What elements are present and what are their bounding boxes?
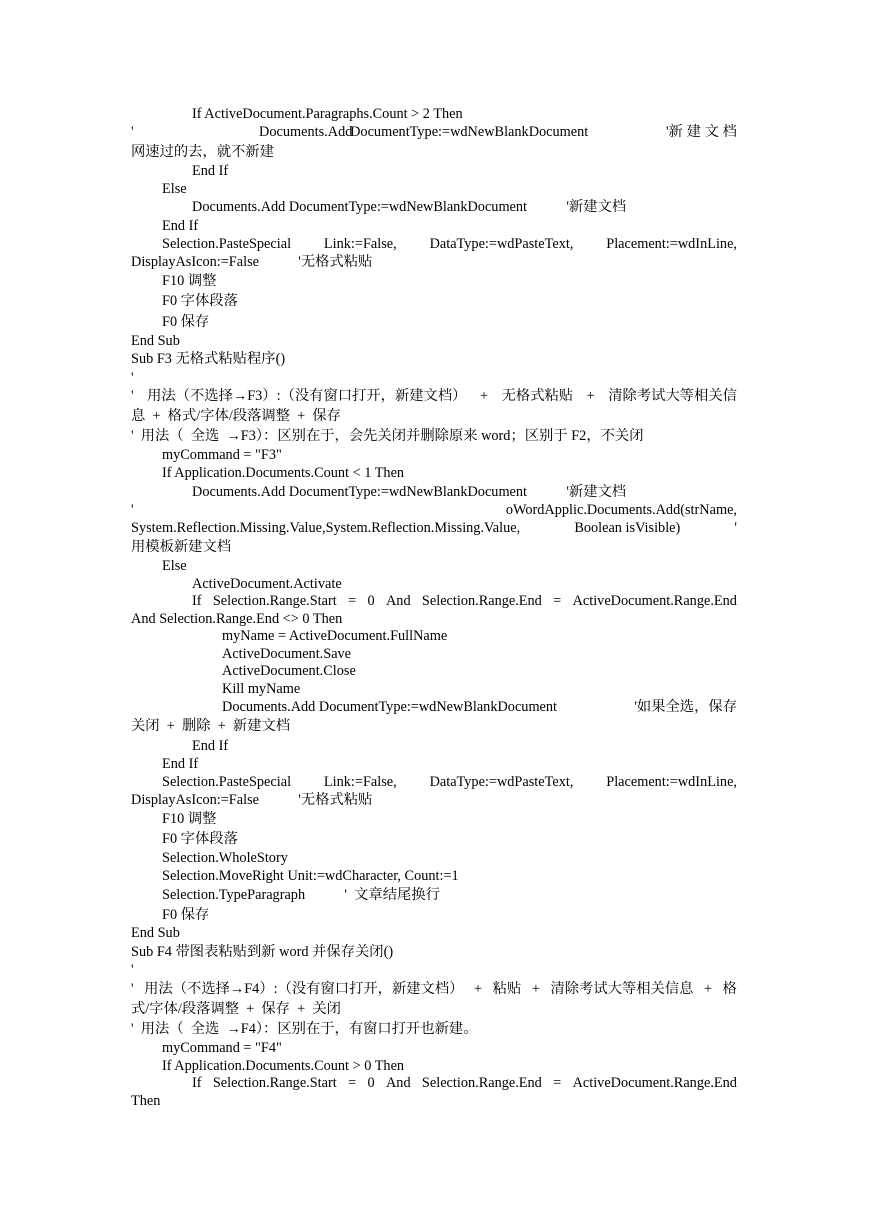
code-line: Then — [131, 1093, 161, 1109]
code-line: And Selection.Range.End <> 0 Then — [131, 611, 343, 627]
code-line: Sub F3 无格式粘贴程序() — [131, 351, 286, 367]
code-line: DisplayAsIcon:=False '无格式粘贴 — [131, 254, 373, 270]
code-line: ' 用法（不选择→F3）:（没有窗口打开，新建文档） + 无格式粘贴 + 清除考试大等相关信 — [131, 388, 737, 404]
code-line: Selection.TypeParagraph ' 文章结尾换行 — [162, 887, 440, 903]
code-line: Sub F4 带图表粘贴到新 word 并保存关闭() — [131, 944, 394, 960]
code-line: ActiveDocument.Close — [222, 663, 356, 679]
code-line: End If — [192, 738, 229, 754]
code-line: myCommand = "F4" — [162, 1040, 282, 1056]
code-line: ' — [131, 370, 134, 386]
code-line: Documents.Add DocumentType:=wdNewBlankDocument '如果全选，保存 — [222, 699, 737, 715]
code-line: Selection.WholeStory — [162, 850, 288, 866]
code-line: 关闭 + 删除 + 新建文档 — [131, 718, 291, 734]
code-line: myName = ActiveDocument.FullName — [222, 628, 448, 644]
code-line: Selection.MoveRight Unit:=wdCharacter, Count:=1 — [162, 868, 459, 884]
code-line: myCommand = "F3" — [162, 447, 282, 463]
code-line: ActiveDocument.Activate — [192, 576, 342, 592]
code-line: System.Reflection.Missing.Value,System.Reflection.Missing.Value, Boolean isVisible) ' — [131, 520, 737, 536]
code-line: If Application.Documents.Count < 1 Then — [162, 465, 405, 481]
code-line: ' Documents.Add DocumentType:=wdNewBlankDocument '新 建 文 档 — [131, 124, 737, 140]
code-line: F0 保存 — [162, 314, 210, 330]
code-line: F0 保存 — [162, 907, 210, 923]
code-line: 息 + 格式/字体/段落调整 + 保存 — [131, 408, 341, 424]
code-line: ' 用法（ 全选 →F3）：区别在于，会先关闭并删除原来 word；区别于 F2，不关闭 — [131, 428, 644, 444]
code-line: End Sub — [131, 925, 180, 941]
code-line: Kill myName — [222, 681, 301, 697]
code-line: F10 调整 — [162, 273, 217, 289]
code-line: If ActiveDocument.Paragraphs.Count > 2 Then — [192, 106, 463, 122]
code-line: End Sub — [131, 333, 180, 349]
code-line: If Selection.Range.Start = 0 And Selection.Range.End = ActiveDocument.Range.End — [192, 1075, 737, 1091]
code-line: End If — [162, 756, 199, 772]
code-line: 式/字体/段落调整 + 保存 + 关闭 — [131, 1001, 341, 1017]
code-line: Else — [162, 181, 187, 197]
code-line: F0 字体段落 — [162, 831, 238, 847]
code-line: ' 用法（不选择→F4）:（没有窗口打开，新建文档） + 粘贴 + 清除考试大等相关信息 + 格 — [131, 981, 737, 997]
code-line: Selection.PasteSpecial Link:=False, DataType:=wdPasteText, Placement:=wdInLine, — [162, 236, 737, 252]
code-line: End If — [162, 218, 199, 234]
code-line: Selection.PasteSpecial Link:=False, DataType:=wdPasteText, Placement:=wdInLine, — [162, 774, 737, 790]
code-line: ' oWordApplic.Documents.Add(strName, — [131, 502, 737, 518]
code-line: ' — [131, 962, 134, 978]
code-line: End If — [192, 163, 229, 179]
code-line: Else — [162, 558, 187, 574]
code-line: If Application.Documents.Count > 0 Then — [162, 1058, 405, 1074]
code-line: 用模板新建文档 — [131, 539, 232, 555]
code-line: F10 调整 — [162, 811, 217, 827]
code-line: ActiveDocument.Save — [222, 646, 352, 662]
code-line: Documents.Add DocumentType:=wdNewBlankDocument '新建文档 — [192, 484, 627, 500]
code-line: 网速过的去，就不新建 — [131, 144, 274, 160]
code-line: ' 用法（ 全选 →F4）：区别在于，有窗口打开也新建。 — [131, 1021, 478, 1037]
code-line: DisplayAsIcon:=False '无格式粘贴 — [131, 792, 373, 808]
code-line: F0 字体段落 — [162, 293, 238, 309]
code-line: If Selection.Range.Start = 0 And Selection.Range.End = ActiveDocument.Range.End — [192, 593, 737, 609]
code-line: Documents.Add DocumentType:=wdNewBlankDocument '新建文档 — [192, 199, 627, 215]
